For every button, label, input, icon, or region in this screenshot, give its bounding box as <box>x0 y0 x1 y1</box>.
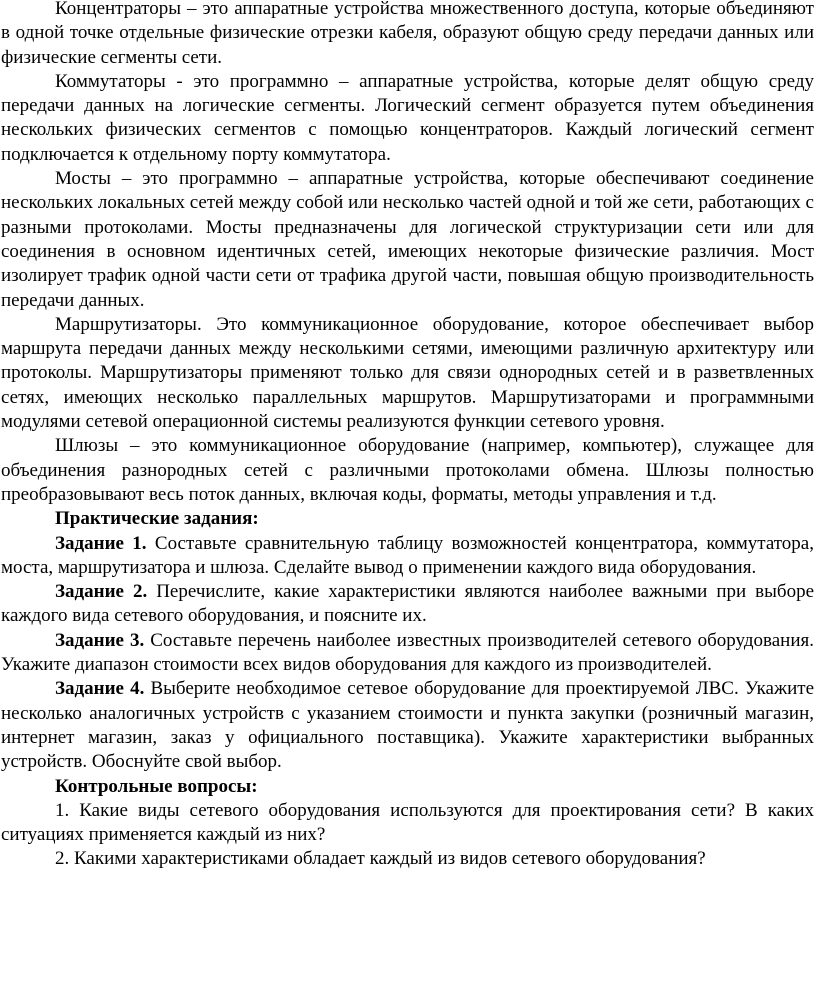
paragraph-bridges: Мосты – это программно – аппаратные устройства, которые обеспечивают соединение нескольких локальных сетей между собой или несколько частей одной и той же сети, работающих с разными протоколами. Мосты предназначены для логической структуризации сети или для соединения в основном идентичных сетей, имеющих некоторые физические различия. Мост изолирует трафик одной части сети от трафика другой части, повышая общую производительность передачи данных. <box>1 168 814 311</box>
paragraph-switches: Коммутаторы - это программно – аппаратные устройства, которые делят общую среду передачи данных на логические сегменты. Логический сегмент образуется путем объединения нескольких физических сегментов с помощью концентраторов. Каждый логический сегмент подключается к отдельному порту коммутатора. <box>1 70 814 165</box>
paragraph-gateways: Шлюзы – это коммуникационное оборудование (например, компьютер), служащее для объединения разнородных сетей с различными протоколами обмена. Шлюзы полностью преобразовывают весь поток данных, включая коды, форматы, методы управления и т.д. <box>1 435 814 505</box>
task-2-text: Перечислите, какие характеристики являются наиболее важными при выборе каждого вида сетевого оборудования, и поясните их. <box>1 581 814 627</box>
task-4-text: Выберите необходимое сетевое оборудование для проектируемой ЛВС. Укажите несколько аналогичных устройств с указанием стоимости и пункта закупки (розничный магазин, интернет магазин, заказ у официального поставщика). Укажите характеристики выбранных устройств. Обоснуйте свой выбор. <box>1 678 815 773</box>
paragraph-hubs: Концентраторы – это аппаратные устройства множественного доступа, которые объединяют в одной точке отдельные физические отрезки кабеля, образуют общую среду передачи данных или физические сегменты сети. <box>1 0 814 68</box>
task-2-label: Задание 2. <box>55 581 148 603</box>
practical-tasks-heading-text: Практические задания: <box>55 508 259 530</box>
paragraph-routers: Маршрутизаторы. Это коммуникационное оборудование, которое обеспечивает выбор маршрута передачи данных между несколькими сетями, имеющими различную архитектуру или протоколы. Маршрутизаторы применяют только для связи однородных сетей и в разветвленных сетях, имеющих несколько параллельных маршрутов. Маршрутизаторами и программными модулями сетевой операционной системы реализуются функции сетевого уровня. <box>1 313 814 433</box>
practical-tasks-heading <box>1 507 814 531</box>
task-4-label: Задание 4. <box>55 678 145 700</box>
task-2 <box>1 580 814 629</box>
control-question-2: 2. Какими характеристиками обладает каждый из видов сетевого оборудования? <box>55 848 706 870</box>
task-4 <box>1 677 814 774</box>
task-1 <box>1 532 814 581</box>
control-question-1: 1. Какие виды сетевого оборудования используются для проектирования сети? В каких ситуациях применяется каждый из них? <box>1 799 814 846</box>
task-3 <box>1 629 814 678</box>
control-questions-heading <box>1 775 814 799</box>
task-3-label: Задание 3. <box>55 629 145 651</box>
task-3-text: Составьте перечень наиболее известных производителей сетевого оборудования. Укажите диапазон стоимости всех видов оборудования для каждого из производителей. <box>1 629 815 676</box>
task-1-label: Задание 1. <box>55 532 147 554</box>
control-questions-heading-text: Контрольные вопросы: <box>55 775 258 797</box>
task-1-text: Составьте сравнительную таблицу возможностей концентратора, коммутатора, моста, маршрутизатора и шлюза. Сделайте вывод о применении каждого вида оборудования. <box>1 532 814 578</box>
